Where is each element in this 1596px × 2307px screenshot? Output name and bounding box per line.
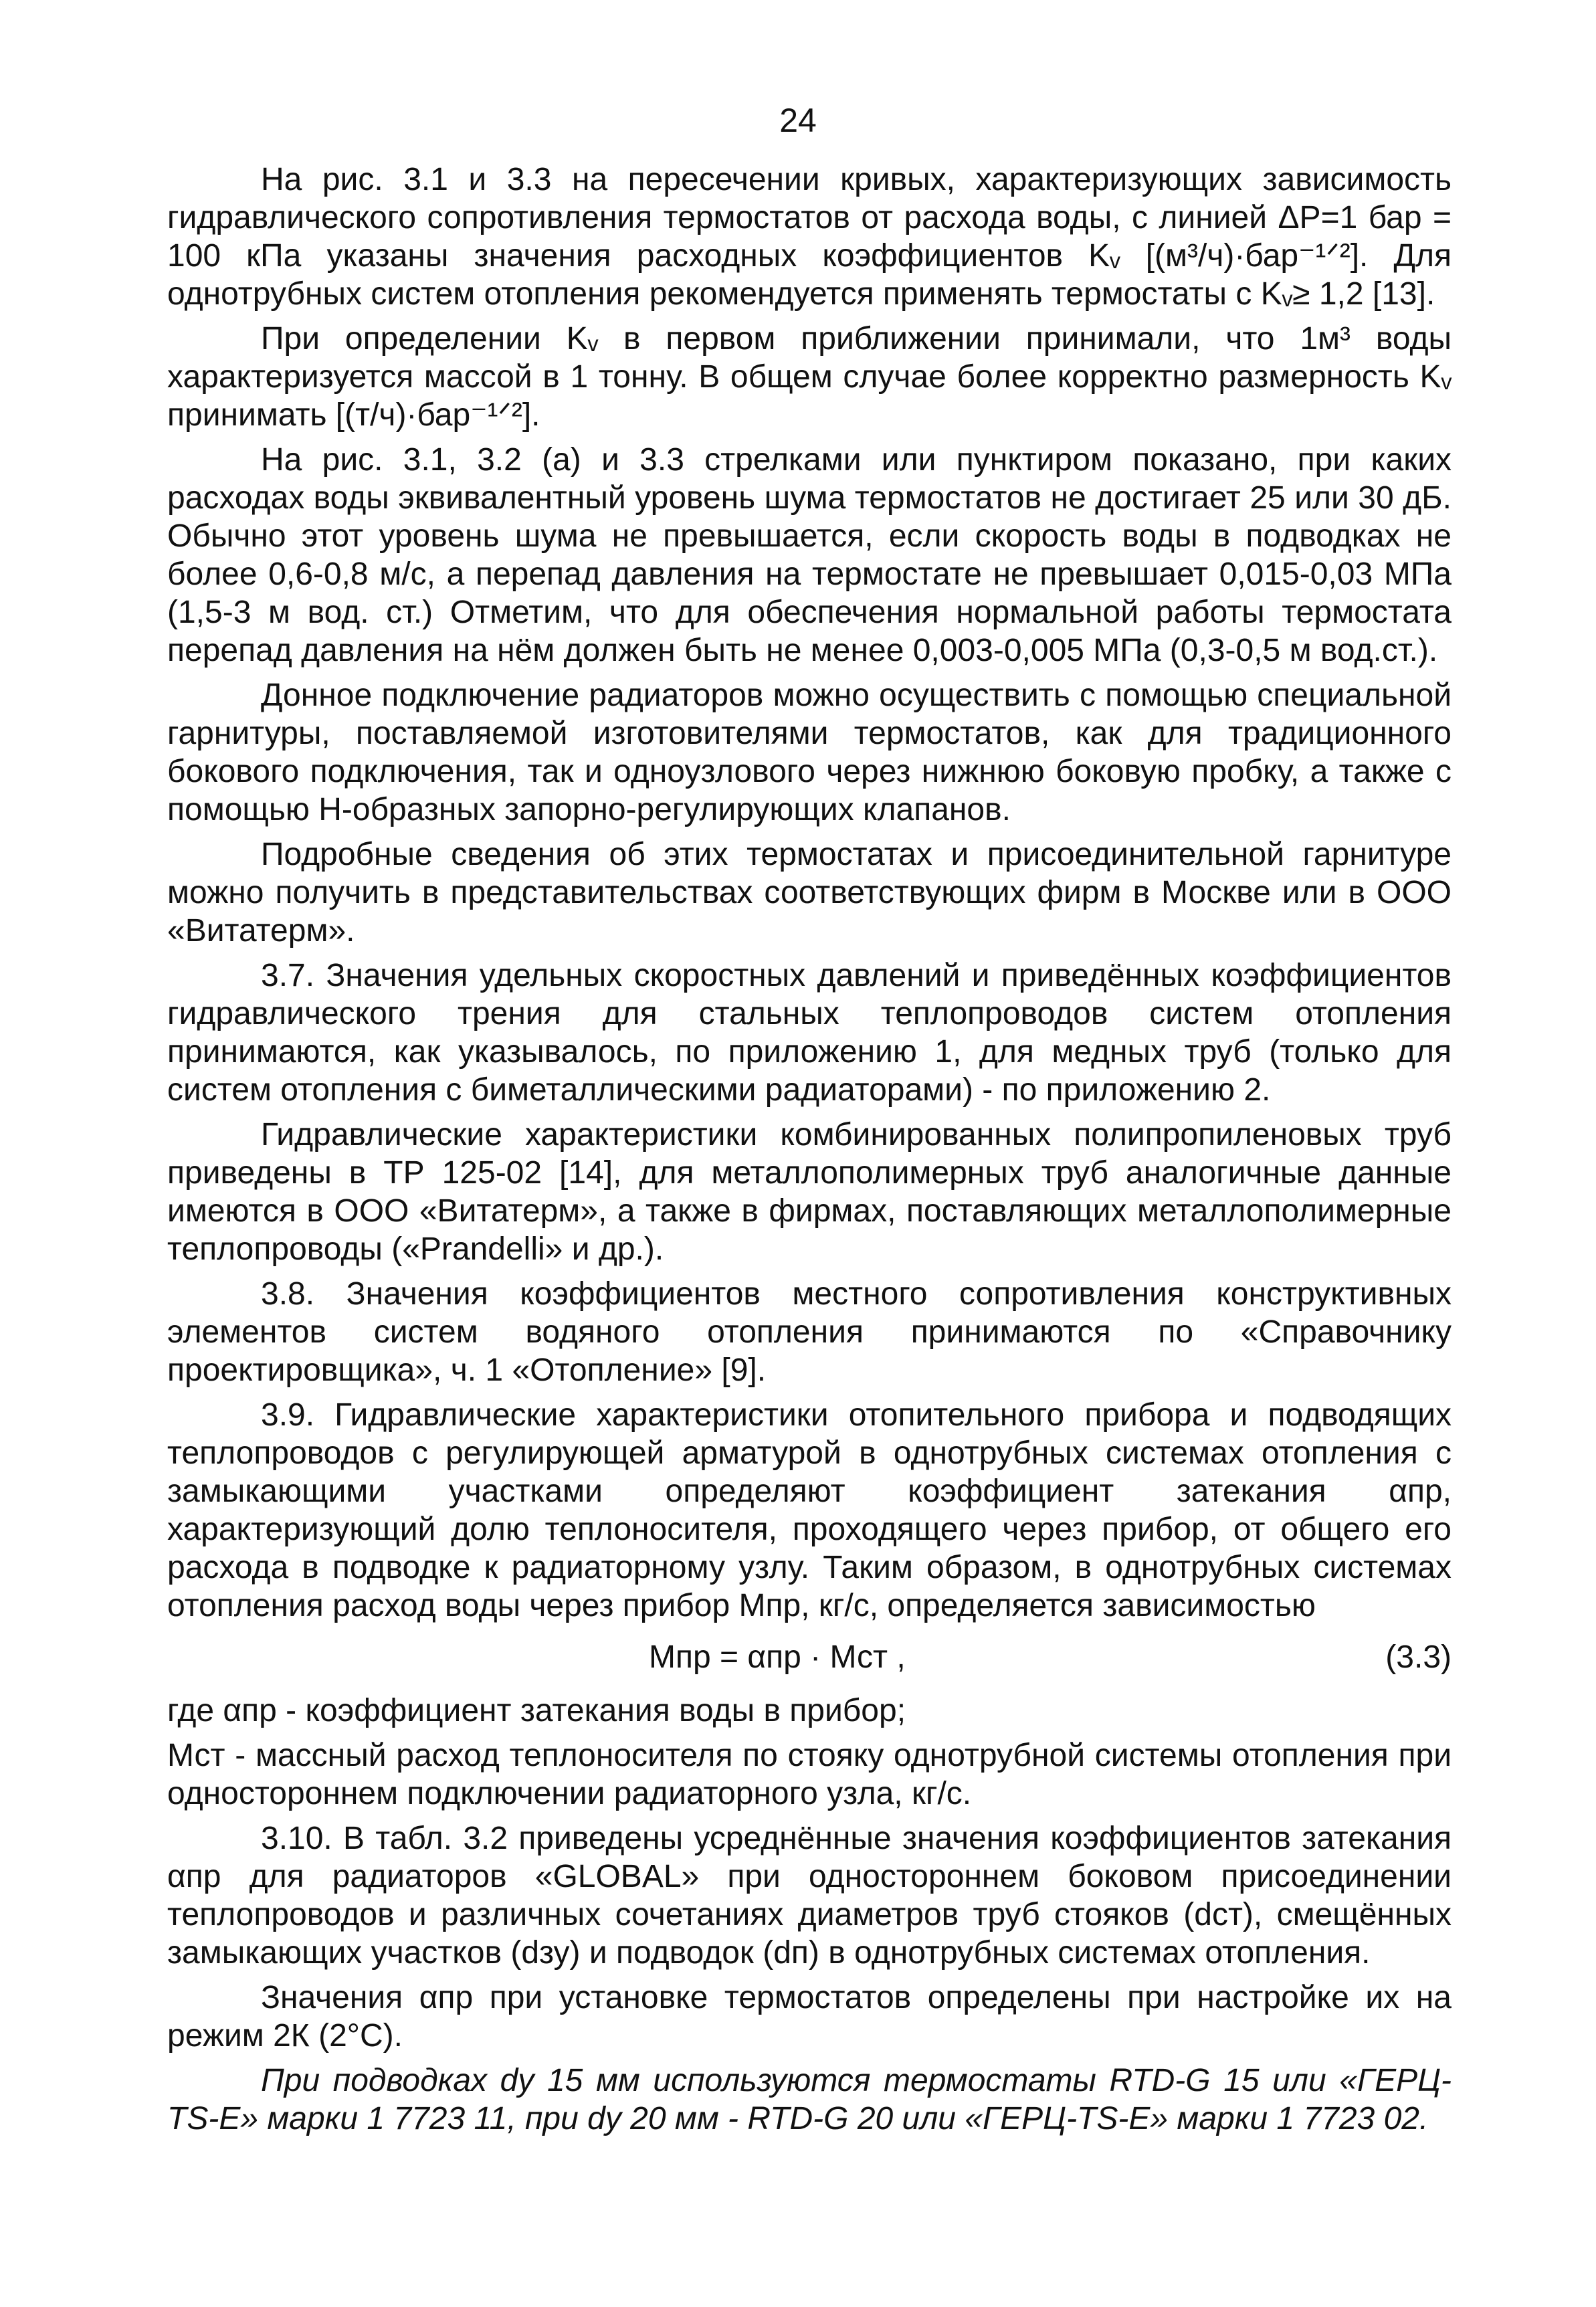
paragraph-3-8: 3.8. Значения коэффициентов местного сопротивления конструктивных элементов систем водяного отопления принимаются по «Справочнику проектировщика», ч. 1 «Отопление» [9]. <box>167 1276 1452 1388</box>
formula-text: Мпр = αпр · Мст , <box>649 1639 906 1675</box>
paragraph-noise-level: На рис. 3.1, 3.2 (а) и 3.3 стрелками или пунктиром показано, при каких расходах воды эквивалентный уровень шума термостатов не достигает 25 или 30 дБ. Обычно этот уровень шума не превышается, если скорость воды в подводках не более 0,6-0,8 м/с, а перепад давления на термостате не превышает 0,015-0,03 МПа (1,5-3 м вод. ст.) Отметим, что для обеспечения нормальной работы термостата перепад давления на нём должен быть не менее 0,003-0,005 МПа (0,3-0,5 м вод.ст.). <box>167 442 1452 668</box>
equation-number: (3.3) <box>1385 1639 1452 1675</box>
paragraph-3-7: 3.7. Значения удельных скоростных давлений и приведённых коэффициентов гидравлического трения для стальных теплопроводов систем отопления принимаются, как указывалось, по приложению 1, для медных труб (только для систем отопления с биметаллическими радиаторами) - по приложению 2. <box>167 958 1452 1108</box>
page-number: 24 <box>779 102 817 139</box>
paragraph-details-vitaterm: Подробные сведения об этих термостатах и присоединительной гарнитуре можно получить в представительствах соответствующих фирм в Москве или в ООО «Витатерм». <box>167 837 1452 948</box>
paragraph-thermostat-setting: Значения αпр при установке термостатов определены при настройке их на режим 2К (2°С). <box>167 1980 1452 2053</box>
paragraph-kv-values: На рис. 3.1 и 3.3 на пересечении кривых, характеризующих зависимость гидравлического сопротивления термостатов от расхода воды, с линией ΔР=1 бар = 100 кПа указаны значения расходных коэффициентов Kᵥ [(м³/ч)·бар⁻¹ᐟ²]. Для однотрубных систем отопления рекомендуется применять термостаты с Kᵥ≥ 1,2 [13]. <box>167 162 1452 312</box>
paragraph-bottom-connection: Донное подключение радиаторов можно осуществить с помощью специальной гарнитуры, поставляемой изготовителями термостатов, как для традиционного бокового подключения, так и одноузлового через нижнюю боковую пробку, а также с помощью Н-образных запорно-регулирующих клапанов. <box>167 678 1452 827</box>
definition-mst: Мст - массный расход теплоносителя по стояку однотрубной системы отопления при одностороннем подключении радиаторного узла, кг/с. <box>167 1738 1452 1811</box>
paragraph-3-9: 3.9. Гидравлические характеристики отопительного прибора и подводящих теплопроводов с регулирующей арматурой в однотрубных системах отопления с замыкающими участками определяют коэффициент затекания αпр, характеризующий долю теплоносителя, проходящего через прибор, от общего его расхода в подводке к радиаторному узлу. Таким образом, в однотрубных системах отопления расход воды через прибор Мпр, кг/с, определяется зависимостью <box>167 1397 1452 1623</box>
paragraph-thermostat-models: При подводках dу 15 мм используются термостаты RTD-G 15 или «ГЕРЦ-TS-E» марки 1 7723 11, при dу 20 мм - RTD-G 20 или «ГЕРЦ-TS-E» марки 1 7723 02. <box>167 2063 1452 2136</box>
paragraph-kv-dimension: При определении Kᵥ в первом приближении принимали, что 1м³ воды характеризуется массой в 1 тонну. В общем случае более корректно размерность Kᵥ принимать [(т/ч)·бар⁻¹ᐟ²]. <box>167 321 1452 433</box>
document-body <box>167 161 1452 2144</box>
definition-alpha: где αпр - коэффициент затекания воды в прибор; <box>167 1693 906 1728</box>
paragraph-3-10: 3.10. В табл. 3.2 приведены усреднённые значения коэффициентов затекания αпр для радиаторов «GLOBAL» при одностороннем боковом присоединении теплопроводов и различных сочетаниях диаметров труб стояков (dст), смещённых замыкающих участков (dзу) и подводок (dп) в однотрубных системах отопления. <box>167 1821 1452 1971</box>
formula-3-3 <box>167 1631 1452 1685</box>
paragraph-hydraulic-pipes: Гидравлические характеристики комбинированных полипропиленовых труб приведены в ТР 125-02 [14], для металлополимерных труб аналогичные данные имеются в ООО «Витатерм», а также в фирмах, поставляющих металлополимерные теплопроводы («Prandelli» и др.). <box>167 1117 1452 1267</box>
